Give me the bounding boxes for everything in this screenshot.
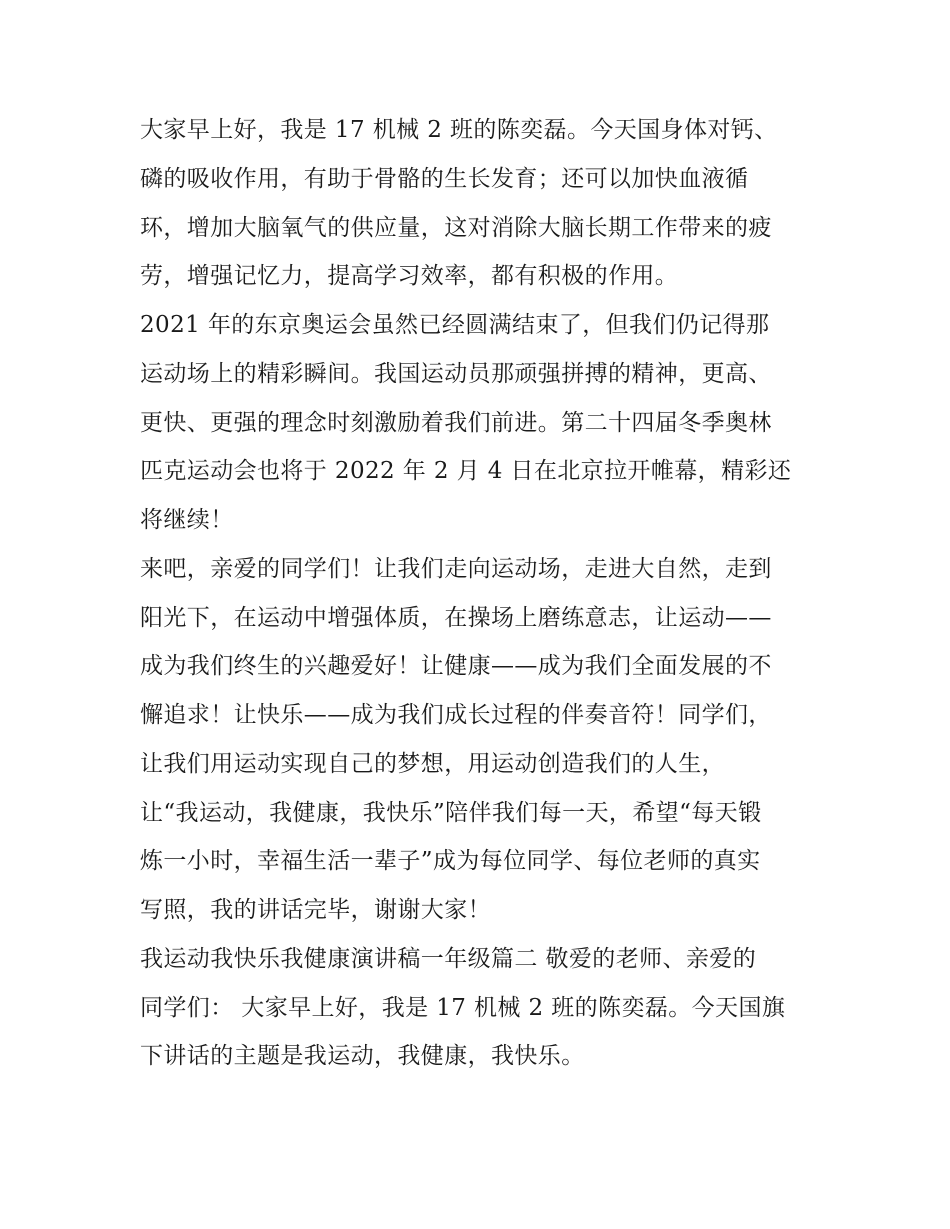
text-line: 阳光下，在运动中增强体质，在操场上磨练意志，让运动—— (140, 604, 772, 631)
text-line: 我运动我快乐我健康演讲稿一年级篇二 敬爱的老师、亲爱的 (140, 945, 757, 972)
text-line: 成为我们终生的兴趣爱好！让健康——成为我们全面发展的不 (140, 653, 772, 680)
text-line: 懈追求！让快乐——成为我们成长过程的伴奏音符！同学们， (140, 702, 772, 728)
text-line: 写照，我的讲话完毕，谢谢大家！ (140, 897, 491, 923)
text-line: 环，增加大脑氧气的供应量，这对消除大脑长期工作带来的疲 (140, 214, 772, 241)
text-line: 炼一小时，幸福生活一辈子”成为每位同学、每位老师的真实 (140, 848, 761, 875)
text-line: 匹克运动会也将于 2022 年 2 月 4 日在北京拉开帷幕，精彩还 (140, 458, 792, 485)
text-line: 来吧，亲爱的同学们！让我们走向运动场，走进大自然，走到 (140, 555, 772, 582)
text-line: 同学们： 大家早上好，我是 17 机械 2 班的陈奕磊。今天国旗 (140, 994, 786, 1021)
text-line: 下讲话的主题是我运动，我健康，我快乐。 (140, 1043, 585, 1070)
text-line: 2021 年的东京奥运会虽然已经圆满结束了，但我们仍记得那 (140, 312, 770, 338)
text-line: 运动场上的精彩瞬间。我国运动员那顽强拼搏的精神，更高、 (140, 360, 772, 387)
text-line: 更快、更强的理念时刻激励着我们前进。第二十四届冬季奥林 (140, 409, 772, 436)
document-body (140, 106, 830, 1081)
text-line: 让“我运动，我健康，我快乐”陪伴我们每一天，希望“每天锻 (140, 799, 762, 826)
text-line: 大家早上好，我是 17 机械 2 班的陈奕磊。今天国身体对钙、 (140, 117, 778, 143)
text-line: 劳，增强记忆力，提高学习效率，都有积极的作用。 (140, 263, 679, 290)
text-line: 磷的吸收作用，有助于骨骼的生长发育；还可以加快血液循 (140, 165, 749, 192)
text-line: 让我们用运动实现自己的梦想，用运动创造我们的人生， (140, 750, 725, 777)
text-line: 将继续！ (140, 507, 234, 533)
